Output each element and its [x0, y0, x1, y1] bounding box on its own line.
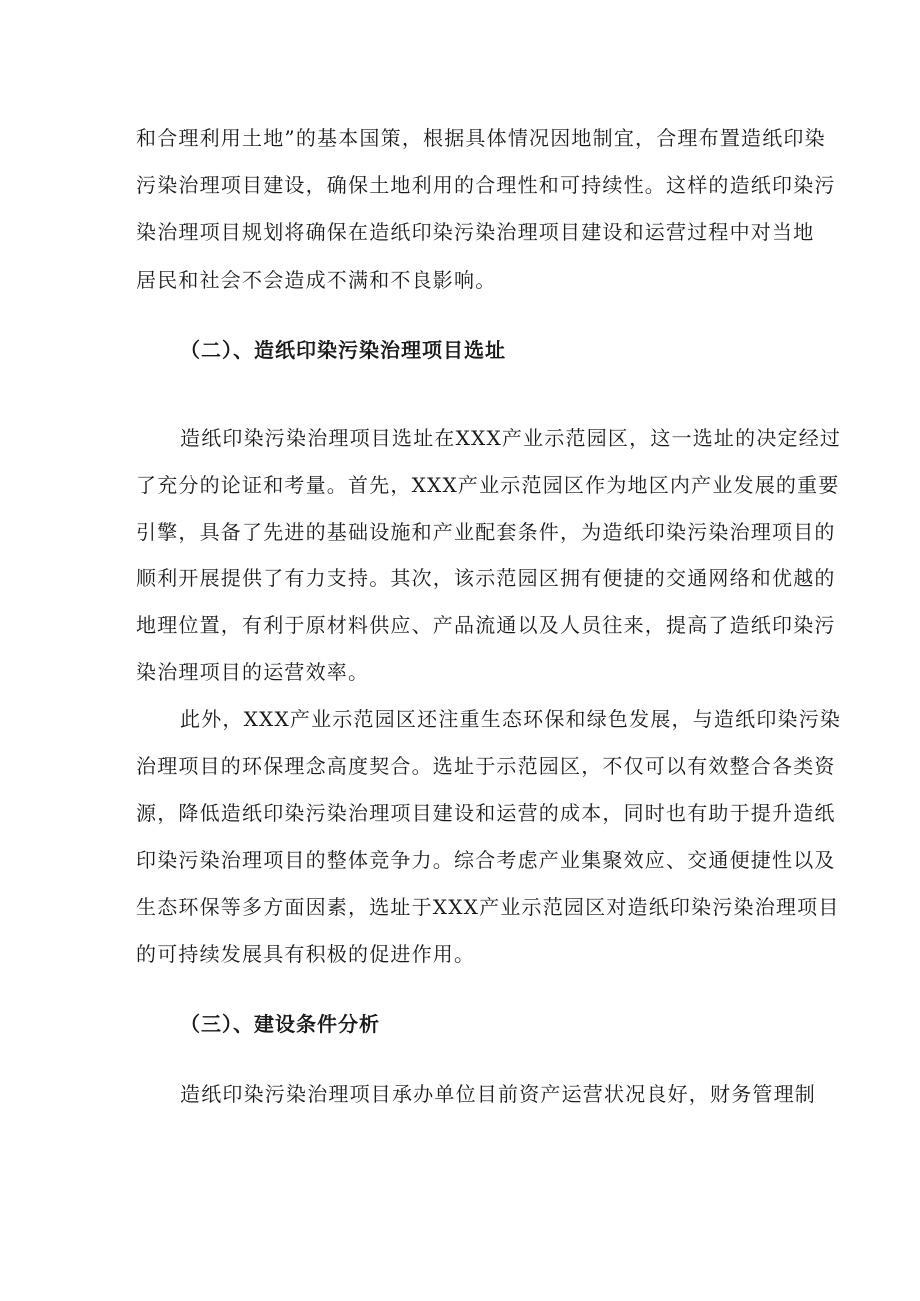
section-2-para-2-line-2: 治理项目的环保理念高度契合。选址于示范园区，不仅可以有效整合各类资	[136, 754, 836, 778]
section-2-para-1-line-4: 顺利开展提供了有力支持。其次，该示范园区拥有便捷的交通网络和优越的	[136, 566, 836, 590]
section-2-para-1-line-5: 地理位置，有利于原材料供应、产品流通以及人员往来，提高了造纸印染污	[136, 613, 836, 637]
section-2-para-2-line-5: 生态环保等多方面因素，选址于XXX产业示范园区对造纸印染污染治理项目	[136, 895, 840, 919]
section-2-para-1-line-3: 引擎，具备了先进的基础设施和产业配套条件，为造纸印染污染治理项目的	[136, 520, 836, 544]
section-2-para-2-line-1: 此外，XXX产业示范园区还注重生态环保和绿色发展，与造纸印染污染	[180, 707, 842, 731]
section-2-para-1-line-6: 染治理项目的运营效率。	[136, 660, 370, 684]
section-2-para-2-line-4: 印染污染治理项目的整体竞争力。综合考虑产业集聚效应、交通便捷性以及	[136, 848, 836, 872]
section-2-para-1-line-2: 了充分的论证和考量。首先，XXX产业示范园区作为地区内产业发展的重要	[136, 473, 840, 497]
section-2-heading: （二）、造纸印染污染治理项目选址	[180, 338, 506, 362]
section-3-para-1-line-1: 造纸印染污染治理项目承办单位目前资产运营状况良好，财务管理制	[180, 1082, 816, 1106]
intro-line-4: 居民和社会不会造成不满和不良影响。	[136, 268, 497, 292]
section-2-para-2-line-6: 的可持续发展具有积极的促进作用。	[136, 942, 476, 966]
section-2-para-2-line-3: 源，降低造纸印染污染治理项目建设和运营的成本，同时也有助于提升造纸	[136, 801, 836, 825]
section-3-heading: （三）、建设条件分析	[180, 1012, 380, 1036]
intro-line-3: 染治理项目规划将确保在造纸印染污染治理项目建设和运营过程中对当地	[136, 220, 815, 244]
intro-line-1: 和合理利用土地”的基本国策，根据具体情况因地制宜，合理布置造纸印染	[136, 126, 826, 150]
intro-line-2: 污染治理项目建设，确保土地利用的合理性和可持续性。这样的造纸印染污	[136, 173, 836, 197]
section-2-para-1-line-1: 造纸印染污染治理项目选址在XXX产业示范园区，这一选址的决定经过	[180, 426, 842, 450]
